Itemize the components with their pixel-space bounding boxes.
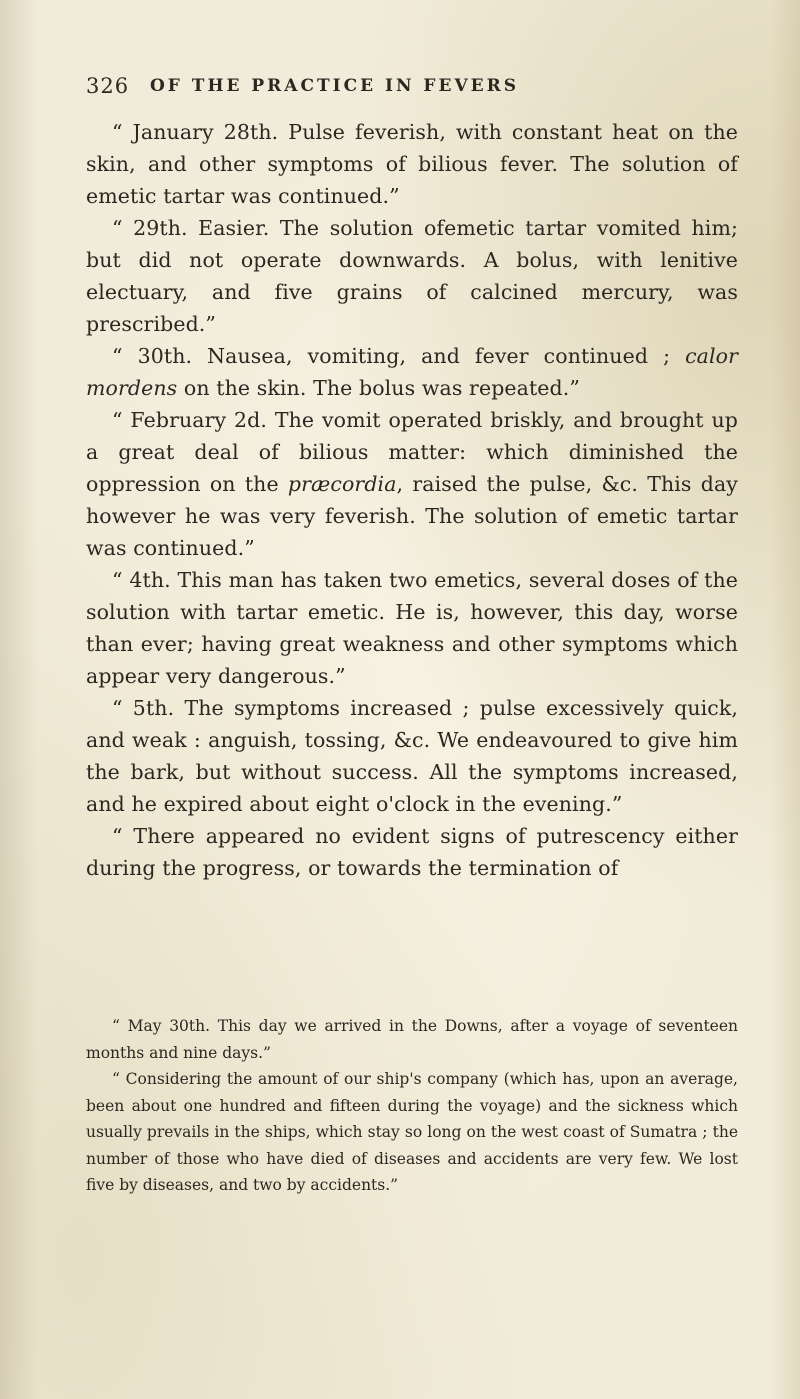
paragraph-feb-2d-italic: præcordia <box>287 472 397 496</box>
body-text <box>86 116 738 884</box>
footnote-considering: “ Considering the amount of our ship's company (which has, upon an average, been about one hundred and fifteen during the voyage) and the sickness which usually prevails in the ships, which stay so long on the west coast of Sumatra ; the number of those who have died of diseases and accidents are very few. We lost five by diseases, and two by accidents.” <box>86 1070 738 1194</box>
footnotes <box>86 1013 738 1199</box>
binding-shadow <box>0 0 38 1399</box>
paragraph-feb-2d-lead: “ February 2d. The vomit operated briskly, and brought up a great deal of bilious matter: which diminished the oppression on the <box>86 408 738 496</box>
page-number: 326 <box>86 74 130 98</box>
paragraph-30th-italic: calor mordens <box>86 344 738 400</box>
page-edge-shadow <box>770 0 800 1399</box>
running-head: OF THE PRACTICE IN FEVERS <box>150 76 520 96</box>
paragraph-30th-lead: “ 30th. Nausea, vomiting, and fever continued ; <box>112 344 686 368</box>
paragraph-30th-tail: on the skin. The bolus was repeated.” <box>177 376 580 400</box>
paragraph-conclusion: “ There appeared no evident signs of putrescency either during the progress, or towards the termination of <box>86 824 738 880</box>
paragraph-4th: “ 4th. This man has taken two emetics, several doses of the solution with tartar emetic. He is, however, this day, worse than ever; having great weakness and other symptoms which appear very dangerous.” <box>86 568 738 688</box>
paragraph-feb-2d <box>86 404 738 564</box>
paragraph-jan-28: “ January 28th. Pulse feverish, with constant heat on the skin, and other symptoms of bilious fever. The solution of emetic tartar was continued.” <box>86 120 738 208</box>
paragraph-5th: “ 5th. The symptoms increased ; pulse excessively quick, and weak : anguish, tossing, &c. We endeavoured to give him the bark, but without success. All the symptoms increased, and he expired about eight o'clock in the evening.” <box>86 696 738 816</box>
page-header <box>86 74 726 108</box>
paragraph-feb-2d-tail: , raised the pulse, &c. This day however he was very feverish. The solution of emetic tartar was continued.” <box>86 472 738 560</box>
paragraph-30th <box>86 340 738 404</box>
footnote-may-30th: “ May 30th. This day we arrived in the Downs, after a voyage of seventeen months and nine days.” <box>86 1017 738 1062</box>
paragraph-29th: “ 29th. Easier. The solution ofemetic tartar vomited him; but did not operate downwards. A bolus, with lenitive electuary, and five grains of calcined mercury, was prescribed.” <box>86 216 738 336</box>
